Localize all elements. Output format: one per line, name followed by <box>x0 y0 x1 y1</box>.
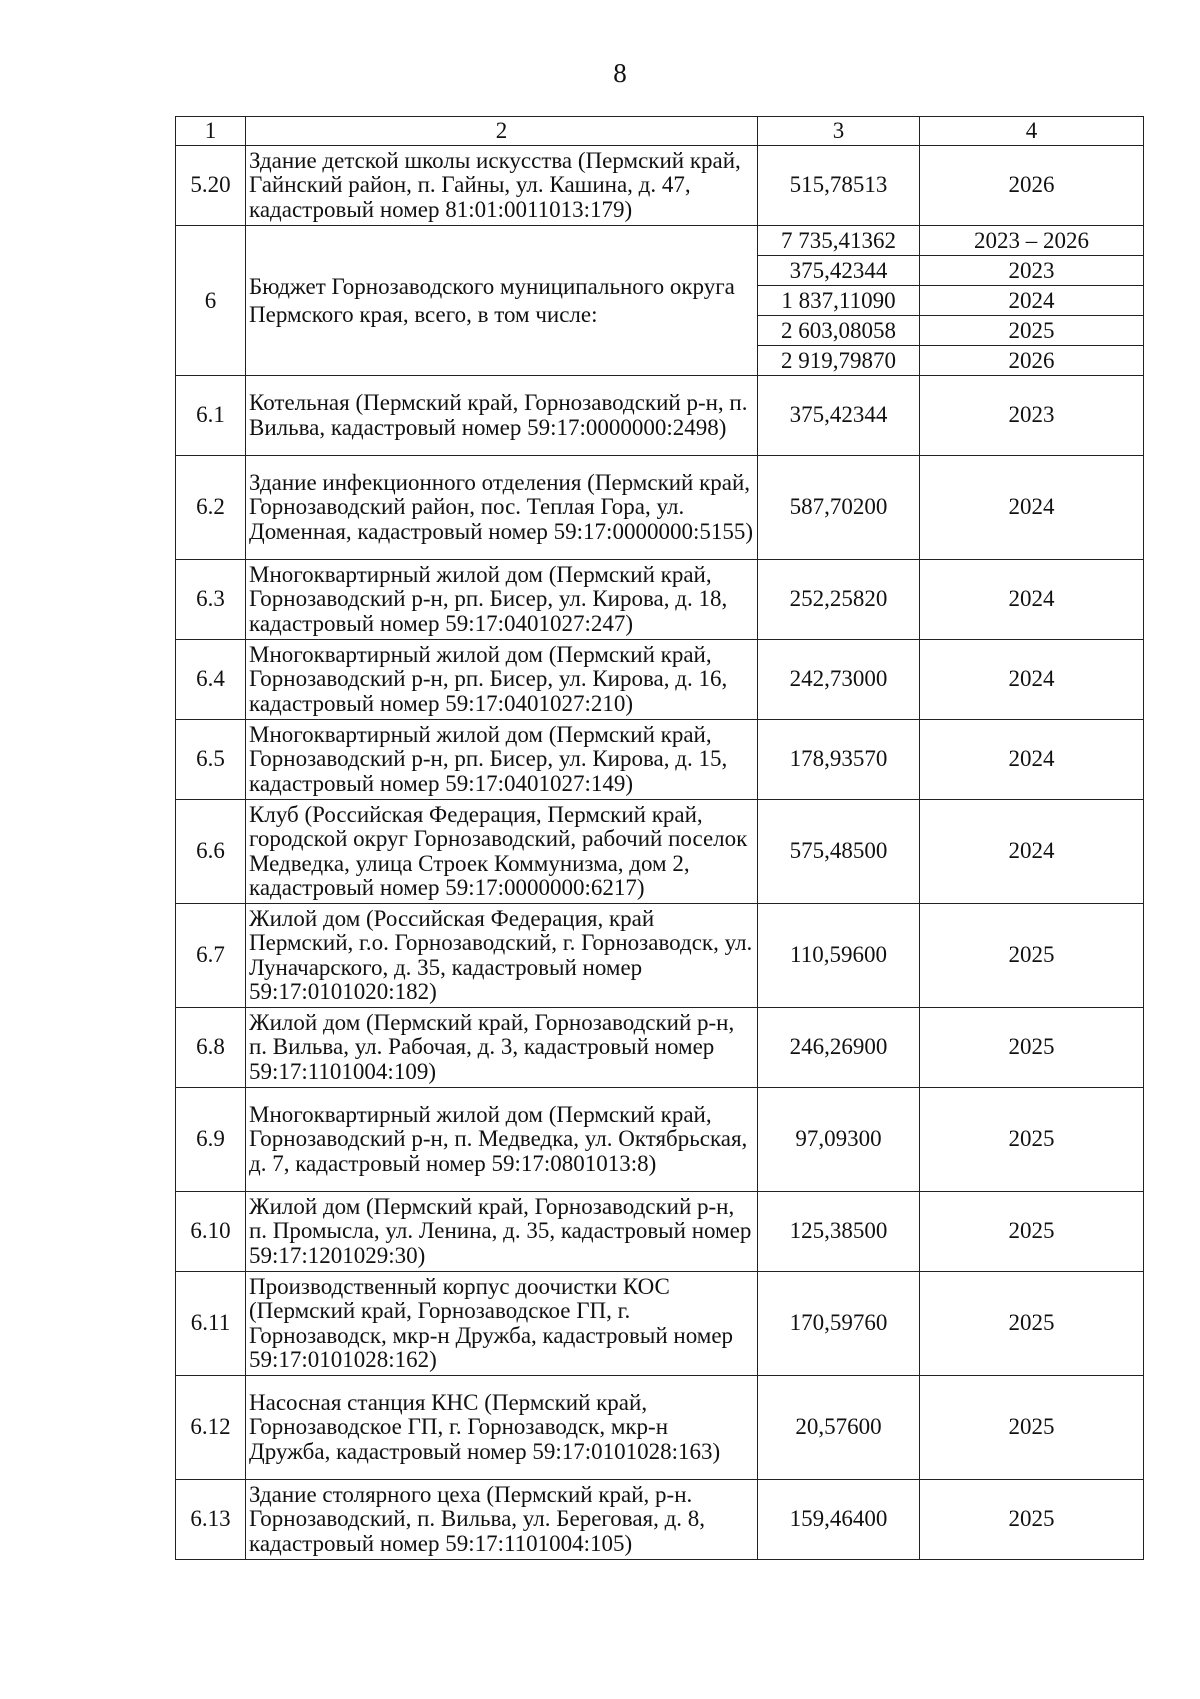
row-number: 5.20 <box>176 146 246 226</box>
row-amount: 20,57600 <box>758 1376 920 1480</box>
table-row <box>176 800 1144 904</box>
row-amount: 587,70200 <box>758 456 920 560</box>
table-row <box>176 640 1144 720</box>
row-year: 2023 – 2026 <box>920 226 1144 256</box>
row-description: Насосная станция КНС (Пермский край, Горнозаводское ГП, г. Горнозаводск, мкр-н Дружба, кадастровый номер 59:17:0101028:163) <box>246 1376 758 1480</box>
row-year: 2025 <box>920 1008 1144 1088</box>
row-year: 2025 <box>920 1272 1144 1376</box>
table-row <box>176 146 1144 226</box>
table-row <box>176 904 1144 1008</box>
row-year: 2025 <box>920 1192 1144 1272</box>
table-row <box>176 1088 1144 1192</box>
row-amount: 110,59600 <box>758 904 920 1008</box>
row-amount: 375,42344 <box>758 256 920 286</box>
row-amount: 178,93570 <box>758 720 920 800</box>
row-description: Здание столярного цеха (Пермский край, р-н. Горнозаводский, п. Вильва, ул. Береговая, д. 8, кадастровый номер 59:17:1101004:105) <box>246 1480 758 1560</box>
row-description: Многоквартирный жилой дом (Пермский край, Горнозаводский р-н, рп. Бисер, ул. Кирова, д. 18, кадастровый номер 59:17:0401027:247) <box>246 560 758 640</box>
row-number: 6.5 <box>176 720 246 800</box>
table-row <box>176 1272 1144 1376</box>
row-number: 6.6 <box>176 800 246 904</box>
row-number: 6.8 <box>176 1008 246 1088</box>
row-year: 2026 <box>920 146 1144 226</box>
page-number: 8 <box>613 58 627 88</box>
table-row <box>176 456 1144 560</box>
row-amount: 97,09300 <box>758 1088 920 1192</box>
row-year: 2024 <box>920 286 1144 316</box>
row-description: Многоквартирный жилой дом (Пермский край, Горнозаводский р-н, п. Медведка, ул. Октябрьская, д. 7, кадастровый номер 59:17:0801013:8) <box>246 1088 758 1192</box>
row-description: Жилой дом (Пермский край, Горнозаводский р-н, п. Вильва, ул. Рабочая, д. 3, кадастровый номер 59:17:1101004:109) <box>246 1008 758 1088</box>
table-row <box>176 376 1144 456</box>
header-cell: 3 <box>758 117 920 146</box>
row-amount: 125,38500 <box>758 1192 920 1272</box>
row-year: 2024 <box>920 560 1144 640</box>
row-amount: 2 919,79870 <box>758 346 920 376</box>
row-year: 2024 <box>920 720 1144 800</box>
table-row <box>176 560 1144 640</box>
row-year: 2024 <box>920 456 1144 560</box>
table-header-row <box>176 117 1144 146</box>
budget-table <box>175 116 1144 1560</box>
table-row-total <box>176 226 1144 256</box>
row-year: 2025 <box>920 1480 1144 1560</box>
row-number: 6.4 <box>176 640 246 720</box>
row-description: Многоквартирный жилой дом (Пермский край, Горнозаводский р-н, рп. Бисер, ул. Кирова, д. 16, кадастровый номер 59:17:0401027:210) <box>246 640 758 720</box>
row-description: Здание детской школы искусства (Пермский край, Гайнский район, п. Гайны, ул. Кашина, д. 47, кадастровый номер 81:01:0011013:179) <box>246 146 758 226</box>
row-amount: 2 603,08058 <box>758 316 920 346</box>
row-number: 6.12 <box>176 1376 246 1480</box>
row-description: Многоквартирный жилой дом (Пермский край, Горнозаводский р-н, рп. Бисер, ул. Кирова, д. 15, кадастровый номер 59:17:0401027:149) <box>246 720 758 800</box>
table-row <box>176 720 1144 800</box>
row-description: Клуб (Российская Федерация, Пермский край, городской округ Горнозаводский, рабочий поселок Медведка, улица Строек Коммунизма, дом 2, кадастровый номер 59:17:0000000:6217) <box>246 800 758 904</box>
header-cell: 2 <box>246 117 758 146</box>
row-year: 2025 <box>920 316 1144 346</box>
row-amount: 246,26900 <box>758 1008 920 1088</box>
row-amount: 7 735,41362 <box>758 226 920 256</box>
row-amount: 515,78513 <box>758 146 920 226</box>
row-year: 2023 <box>920 376 1144 456</box>
row-description: Жилой дом (Российская Федерация, край Пермский, г.о. Горнозаводский, г. Горнозаводск, ул. Луначарского, д. 35, кадастровый номер 59:17:0101020:182) <box>246 904 758 1008</box>
row-description: Котельная (Пермский край, Горнозаводский р-н, п. Вильва, кадастровый номер 59:17:0000000:2498) <box>246 376 758 456</box>
row-number: 6.1 <box>176 376 246 456</box>
row-description: Жилой дом (Пермский край, Горнозаводский р-н, п. Промысла, ул. Ленина, д. 35, кадастровый номер 59:17:1201029:30) <box>246 1192 758 1272</box>
row-amount: 252,25820 <box>758 560 920 640</box>
row-amount: 1 837,11090 <box>758 286 920 316</box>
row-description: Здание инфекционного отделения (Пермский край, Горнозаводский район, пос. Теплая Гора, ул. Доменная, кадастровый номер 59:17:0000000:5155) <box>246 456 758 560</box>
row-number: 6.3 <box>176 560 246 640</box>
row-year: 2024 <box>920 800 1144 904</box>
row-year: 2025 <box>920 1376 1144 1480</box>
row-number: 6.13 <box>176 1480 246 1560</box>
row-year: 2023 <box>920 256 1144 286</box>
row-number: 6 <box>176 226 246 376</box>
row-year: 2025 <box>920 904 1144 1008</box>
row-number: 6.11 <box>176 1272 246 1376</box>
row-amount: 575,48500 <box>758 800 920 904</box>
row-amount: 242,73000 <box>758 640 920 720</box>
row-amount: 170,59760 <box>758 1272 920 1376</box>
row-year: 2025 <box>920 1088 1144 1192</box>
row-amount: 375,42344 <box>758 376 920 456</box>
table-row <box>176 1008 1144 1088</box>
row-amount: 159,46400 <box>758 1480 920 1560</box>
row-description: Производственный корпус доочистки КОС (Пермский край, Горнозаводское ГП, г. Горнозаводск, мкр-н Дружба, кадастровый номер 59:17:0101028:162) <box>246 1272 758 1376</box>
row-year: 2026 <box>920 346 1144 376</box>
row-description: Бюджет Горнозаводского муниципального округа Пермского края, всего, в том числе: <box>246 226 758 376</box>
row-year: 2024 <box>920 640 1144 720</box>
header-cell: 1 <box>176 117 246 146</box>
row-number: 6.10 <box>176 1192 246 1272</box>
row-number: 6.2 <box>176 456 246 560</box>
table-row <box>176 1192 1144 1272</box>
header-cell: 4 <box>920 117 1144 146</box>
table-row <box>176 1480 1144 1560</box>
row-number: 6.7 <box>176 904 246 1008</box>
table-row <box>176 1376 1144 1480</box>
row-number: 6.9 <box>176 1088 246 1192</box>
